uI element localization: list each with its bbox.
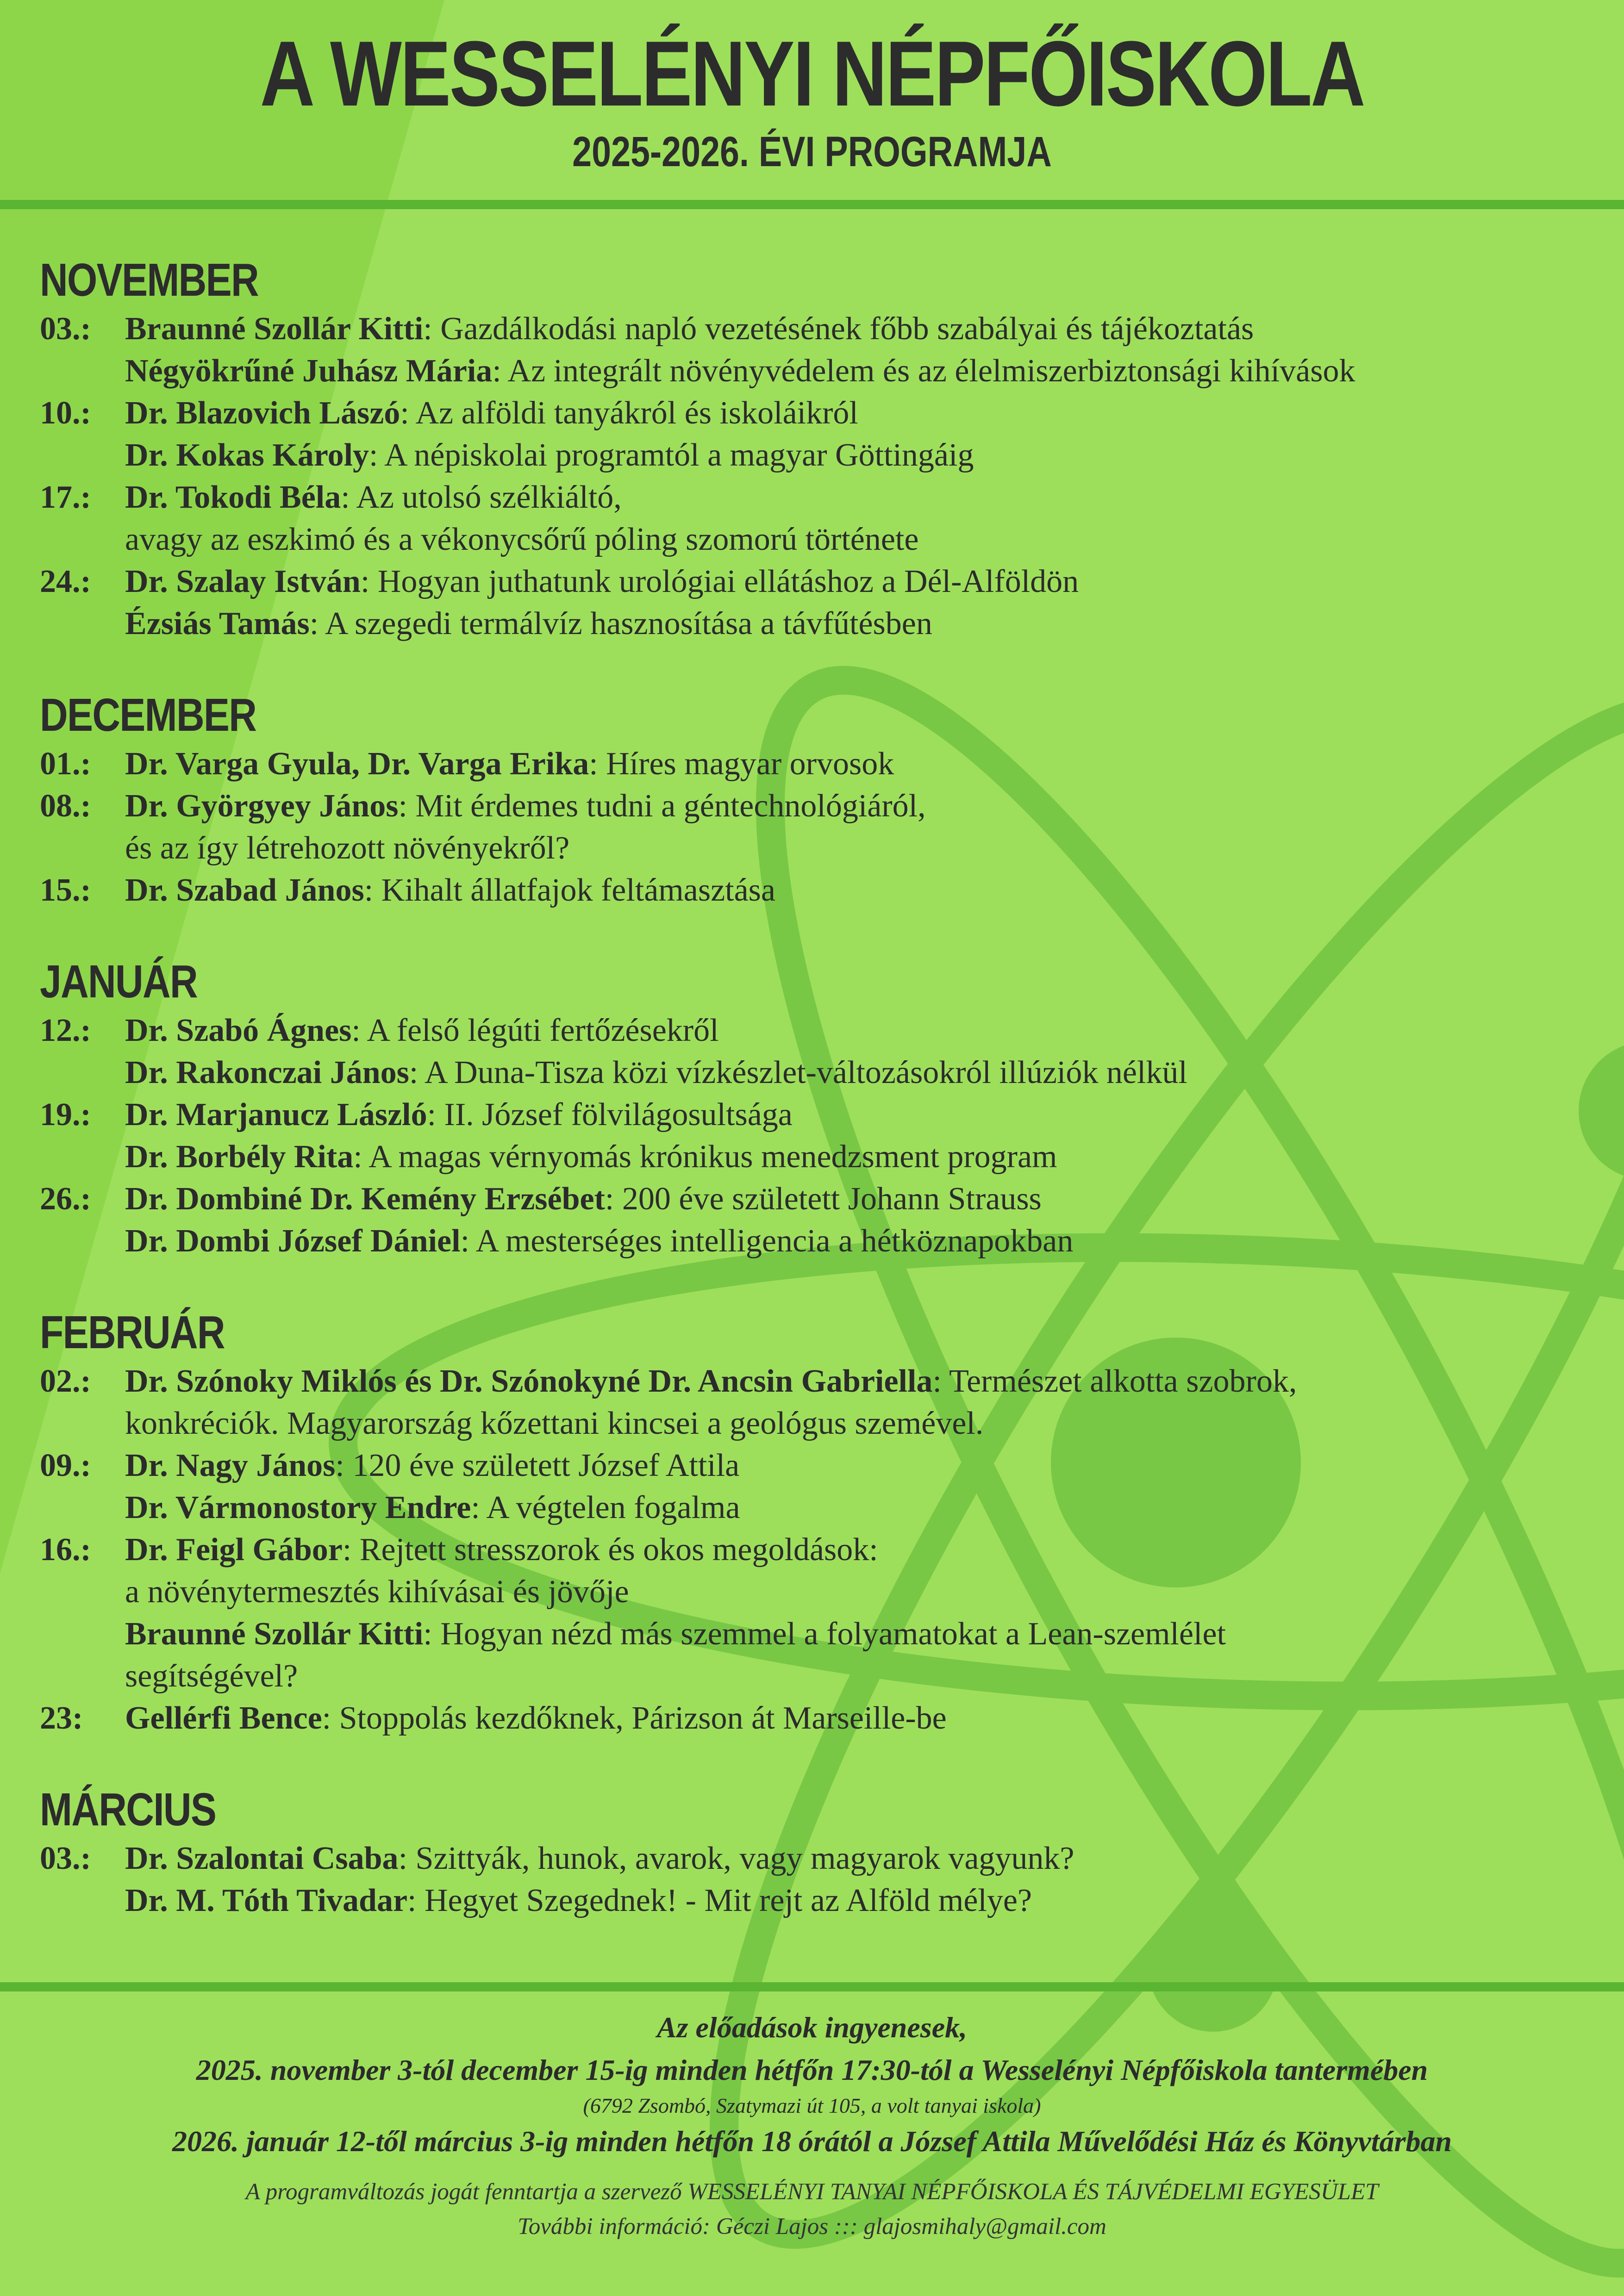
organizer-disclaimer: A programváltozás jogát fenntartja a szervező WESSELÉNYI TANYAI NÉPFŐISKOLA ÉS TÁJVÉDELMI EGYESÜLET	[245, 2179, 1379, 2205]
talk-title: : II. József fölvilágosultsága	[427, 1097, 793, 1132]
talk-line	[125, 560, 1595, 603]
talk-title: : Az alföldi tanyákról és iskoláikról	[400, 395, 858, 431]
footer	[0, 2006, 1624, 2244]
entry-talks	[125, 785, 1595, 869]
speaker-name: Dr. Szabó Ágnes	[125, 1013, 352, 1048]
schedule-entry	[40, 1009, 1595, 1094]
speaker-name: Braunné Szollár Kitti	[125, 311, 424, 347]
entry-talks	[125, 1444, 1595, 1529]
speaker-name: Dr. Dombi József Dániel	[125, 1223, 461, 1259]
talk-line	[125, 1529, 1595, 1571]
talk-line	[125, 743, 1595, 785]
month-heading: DECEMBER	[40, 689, 256, 741]
entry-date: 12.:	[40, 1013, 91, 1048]
month-section	[40, 1782, 1595, 1922]
talk-title: : Stoppolás kezdőknek, Párizson át Marseille-be	[322, 1700, 947, 1736]
talk-title: : A szegedi termálvíz hasznosítása a távfűtésben	[309, 606, 932, 641]
talk-title: : Rejtett stresszorok és okos megoldások:	[342, 1532, 878, 1568]
speaker-name: Dr. Marjanucz László	[125, 1097, 427, 1132]
schedule-entry	[40, 560, 1595, 645]
entry-date: 03.:	[40, 311, 91, 347]
talk-title: : Hogyan nézd más szemmel a folyamatokat a Lean-szemlélet	[423, 1616, 1226, 1652]
free-notice: Az előadások ingyenesek,	[656, 2011, 968, 2044]
talk-title: : A népiskolai programtól a magyar Göttingáig	[369, 437, 974, 473]
entry-date: 01.:	[40, 746, 91, 782]
talk-line	[125, 1444, 1595, 1487]
talk-line	[125, 603, 1595, 645]
talk-line	[125, 476, 1595, 518]
speaker-name: Dr. Vármonostory Endre	[125, 1490, 471, 1525]
entry-talks	[125, 1009, 1595, 1094]
entry-date: 03.:	[40, 1841, 91, 1876]
venue-address: (6792 Zsombó, Szatymazi út 105, a volt tanyai iskola)	[583, 2094, 1041, 2117]
talk-title: : 120 éve született József Attila	[335, 1448, 740, 1483]
entry-talks	[125, 560, 1595, 645]
month-section	[40, 687, 1595, 911]
month-section	[40, 954, 1595, 1262]
schedule-first-period: 2025. november 3-tól december 15-ig minden hétfőn 17:30-tól a Wesselényi Népfőiskola tantermében	[196, 2053, 1428, 2086]
schedule-entry	[40, 392, 1595, 476]
talk-title-continuation: avagy az eszkimó és a vékonycsőrű póling szomorú története	[125, 522, 919, 557]
talk-title: : Gazdálkodási napló vezetésének főbb szabályai és tájékoztatás	[423, 311, 1254, 347]
entry-date: 08.:	[40, 788, 91, 824]
schedule-entry	[40, 308, 1595, 392]
speaker-name: Dr. Feigl Gábor	[125, 1532, 343, 1568]
month-section	[40, 252, 1595, 645]
entry-talks	[125, 1697, 1595, 1739]
entry-date: 23:	[40, 1700, 83, 1736]
talk-line	[125, 1052, 1595, 1094]
talk-line	[125, 1837, 1595, 1879]
entry-talks	[125, 1360, 1595, 1444]
speaker-name: Dr. Szalontai Csaba	[125, 1841, 399, 1876]
talk-title: : Az utolsó szélkiáltó,	[341, 479, 622, 515]
speaker-name: Gellérfi Bence	[125, 1700, 322, 1736]
entry-talks	[125, 869, 1595, 911]
schedule-entry	[40, 1444, 1595, 1529]
talk-line	[125, 1613, 1595, 1655]
talk-title: : Hogyan juthatunk urológiai ellátáshoz a Dél-Alföldön	[360, 564, 1079, 599]
schedule-entry	[40, 869, 1595, 911]
talk-title-continuation: a növénytermesztés kihívásai és jövője	[125, 1574, 629, 1610]
entry-date: 10.:	[40, 395, 91, 431]
entry-date: 15.:	[40, 872, 91, 908]
month-heading: NOVEMBER	[40, 254, 258, 306]
talk-title: : Hegyet Szegednek! - Mit rejt az Alföld mélye?	[407, 1883, 1032, 1918]
speaker-name: Dr. Nagy János	[125, 1448, 336, 1483]
talk-title-continuation: segítségével?	[125, 1658, 298, 1694]
schedule-entry	[40, 1697, 1595, 1739]
speaker-name: Ézsiás Tamás	[125, 606, 310, 641]
speaker-name: Négyökrűné Juhász Mária	[125, 353, 493, 389]
speaker-name: Dr. Györgyey János	[125, 788, 399, 824]
schedule-entry	[40, 1094, 1595, 1178]
header-divider	[0, 200, 1624, 209]
talk-line	[125, 1094, 1595, 1136]
speaker-name: Dr. Dombiné Dr. Kemény Erzsébet	[125, 1181, 605, 1217]
speaker-name: Dr. Kokas Károly	[125, 437, 369, 473]
talk-title: : Mit érdemes tudni a géntechnológiáról,	[398, 788, 926, 824]
talk-line	[125, 1879, 1595, 1922]
entry-date: 16.:	[40, 1532, 91, 1568]
talk-title: : A felső légúti fertőzésekről	[351, 1013, 719, 1048]
talk-title: : A végtelen fogalma	[471, 1490, 740, 1525]
talk-title: : Kihalt állatfajok feltámasztása	[364, 872, 775, 908]
entry-date: 09.:	[40, 1448, 91, 1483]
speaker-name: Dr. Szónoky Miklós és Dr. Szónokyné Dr. Ancsin Gabriella	[125, 1363, 933, 1399]
talk-title: : A Duna-Tisza közi vízkészlet-változásokról illúziók nélkül	[409, 1055, 1187, 1090]
talk-line	[125, 308, 1595, 350]
speaker-name: Dr. Borbély Rita	[125, 1139, 354, 1175]
schedule-second-period: 2026. január 12-től március 3-ig minden hétfőn 18 órától a József Attila Művelődési Ház és Könyvtárban	[172, 2125, 1452, 2158]
entry-date: 26.:	[40, 1181, 91, 1217]
speaker-name: Dr. Tokodi Béla	[125, 479, 341, 515]
entry-talks	[125, 1837, 1595, 1922]
talk-title: : A magas vérnyomás krónikus menedzsment program	[353, 1139, 1057, 1175]
talk-title: : A mesterséges intelligencia a hétköznapokban	[460, 1223, 1074, 1259]
talk-line	[125, 785, 1595, 827]
entry-date: 02.:	[40, 1363, 91, 1399]
talk-line	[125, 350, 1595, 392]
talk-line	[125, 392, 1595, 434]
program-schedule	[40, 252, 1595, 1964]
speaker-name: Dr. Szalay István	[125, 564, 361, 599]
entry-talks	[125, 1529, 1595, 1697]
entry-talks	[125, 476, 1595, 560]
speaker-name: Dr. Blazovich Lászó	[125, 395, 400, 431]
talk-line	[125, 1220, 1595, 1262]
schedule-entry	[40, 1178, 1595, 1262]
entry-talks	[125, 392, 1595, 476]
speaker-name: Dr. M. Tóth Tivadar	[125, 1883, 408, 1918]
schedule-entry	[40, 1837, 1595, 1922]
talk-title: : Az integrált növényvédelem és az élelmiszerbiztonsági kihívások	[492, 353, 1355, 389]
talk-line	[125, 1009, 1595, 1052]
entry-talks	[125, 743, 1595, 785]
month-section	[40, 1305, 1595, 1739]
entry-date: 17.:	[40, 479, 91, 515]
footer-divider	[0, 1982, 1624, 1991]
talk-title: : 200 éve született Johann Strauss	[605, 1181, 1042, 1217]
talk-title: : Szittyák, hunok, avarok, vagy magyarok vagyunk?	[398, 1841, 1074, 1876]
talk-line	[125, 1697, 1595, 1739]
page-title: A WESSELÉNYI NÉPFŐISKOLA	[260, 22, 1364, 125]
speaker-name: Dr. Szabad János	[125, 872, 364, 908]
talk-line	[125, 1487, 1595, 1529]
talk-title-continuation: és az így létrehozott növényekről?	[125, 830, 570, 866]
entry-talks	[125, 1094, 1595, 1178]
speaker-name: Braunné Szollár Kitti	[125, 1616, 424, 1652]
talk-line	[125, 869, 1595, 911]
talk-title: : Természet alkotta szobrok,	[932, 1363, 1297, 1399]
talk-line	[125, 434, 1595, 476]
schedule-entry	[40, 476, 1595, 560]
speaker-name: Dr. Varga Gyula, Dr. Varga Erika	[125, 746, 589, 782]
schedule-entry	[40, 1529, 1595, 1697]
entry-date: 24.:	[40, 564, 91, 599]
page-header	[0, 0, 1624, 199]
entry-date: 19.:	[40, 1097, 91, 1132]
talk-title: : Híres magyar orvosok	[589, 746, 894, 782]
talk-line	[125, 1178, 1595, 1220]
schedule-entry	[40, 1360, 1595, 1444]
month-heading: FEBRUÁR	[40, 1307, 225, 1358]
schedule-entry	[40, 743, 1595, 785]
month-heading: MÁRCIUS	[40, 1784, 216, 1836]
month-heading: JANUÁR	[40, 956, 197, 1008]
talk-line	[125, 1136, 1595, 1178]
page-subtitle: 2025-2026. ÉVI PROGRAMJA	[572, 128, 1052, 175]
entry-talks	[125, 1178, 1595, 1262]
talk-line	[125, 1360, 1595, 1402]
schedule-entry	[40, 785, 1595, 869]
entry-talks	[125, 308, 1595, 392]
talk-title-continuation: konkréciók. Magyarország kőzettani kincsei a geológus szemével.	[125, 1406, 984, 1441]
speaker-name: Dr. Rakonczai János	[125, 1055, 409, 1090]
contact-info: További információ: Géczi Lajos ::: glajosmihaly@gmail.com	[518, 2214, 1106, 2240]
